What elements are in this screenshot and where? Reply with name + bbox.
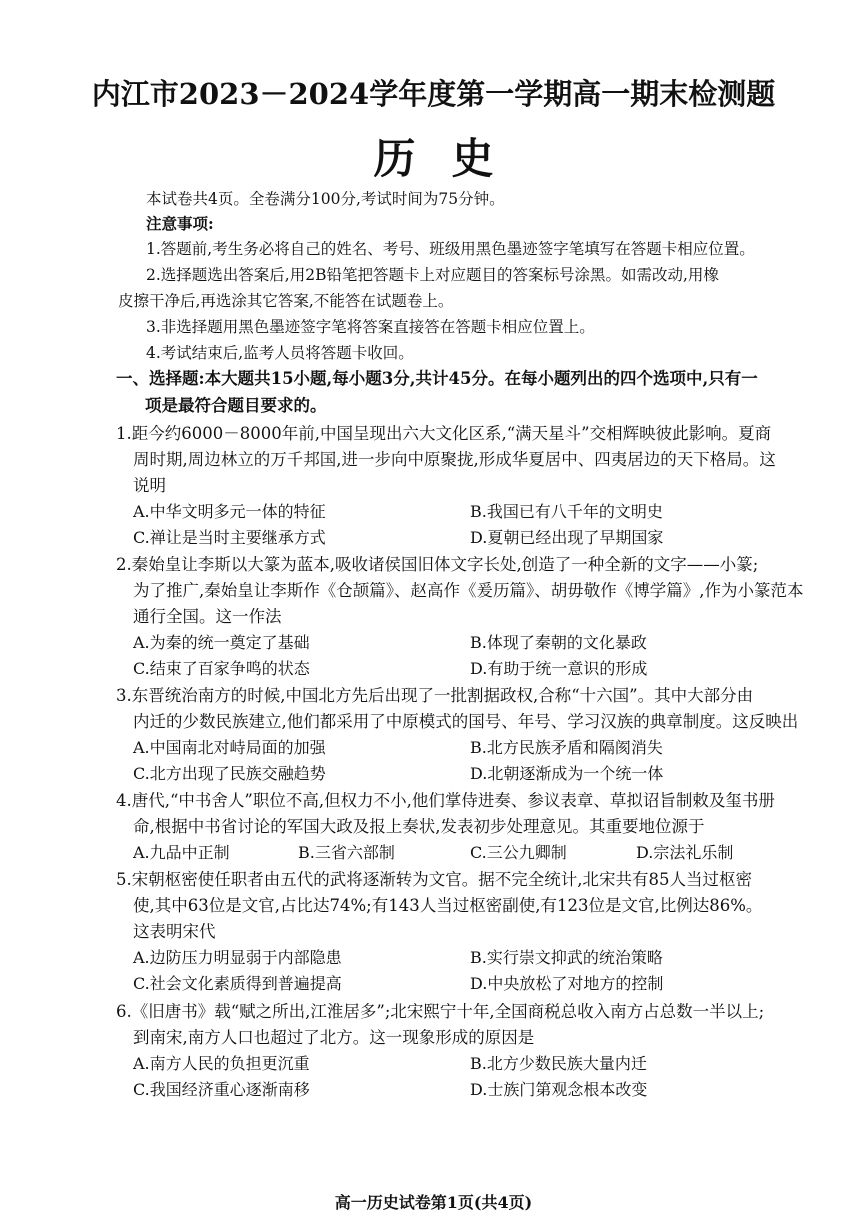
question-4-option-b: B.三省六部制 [298,843,395,862]
question-4-line: 4.唐代,“中书舍人”职位不高,但权力不小,他们掌侍进奏、参议表章、草拟诏旨制敕及玺书册 [116,791,775,810]
intro-text: 本试卷共4页。全卷满分100分,考试时间为75分钟。 [146,190,505,208]
question-2-option-b: B.体现了秦朝的文化暴政 [470,633,647,652]
question-2-line: 通行全国。这一作法 [133,607,282,626]
question-3-line: 内迁的少数民族建立,他们都采用了中原模式的国号、年号、学习汉族的典章制度。这反映出 [133,712,799,731]
question-1-option-d: D.夏朝已经出现了早期国家 [470,528,664,547]
question-5-line: 5.宋朝枢密使任职者由五代的武将逐渐转为文官。据不完全统计,北宋共有85人当过枢密 [116,870,752,889]
question-4-option-a: A.九品中正制 [133,843,230,862]
question-6-option-c: C.我国经济重心逐渐南移 [133,1080,310,1099]
page-footer: 高一历史试卷第1页(共4页) [334,1193,533,1212]
notice-item: 2.选择题选出答案后,用2B铅笔把答题卡上对应题目的答案标号涂黑。如需改动,用橡 [146,266,719,284]
question-5-option-d: D.中央放松了对地方的控制 [470,974,664,993]
question-1-option-b: B.我国已有八千年的文明史 [470,502,663,521]
section-heading-cont: 项是最符合题目要求的。 [145,396,327,415]
question-5-option-b: B.实行崇文抑武的统治策略 [470,948,663,967]
question-6-line: 6.《旧唐书》载“赋之所出,江淮居多”;北宋熙宁十年,全国商税总收入南方占总数一半以上; [116,1002,765,1021]
notice-item: 1.答题前,考生务必将自己的姓名、考号、班级用黑色墨迹签字笔填写在答题卡相应位置。 [146,240,755,258]
question-2-option-d: D.有助于统一意识的形成 [470,659,648,678]
question-1-option-a: A.中华文明多元一体的特征 [133,502,326,521]
notice-item: 皮擦干净后,再选涂其它答案,不能答在试题卷上。 [118,292,454,310]
notice-item: 4.考试结束后,监考人员将答题卡收回。 [146,344,414,362]
exam-title: 内江市2023－2024学年度第一学期高一期末检测题 [91,77,776,111]
question-4-line: 命,根据中书省讨论的军国大政及报上奏状,发表初步处理意见。其重要地位源于 [133,817,705,836]
subject-title: 历史 [373,134,530,183]
question-1-option-c: C.禅让是当时主要继承方式 [133,528,326,547]
question-6-line: 到南宋,南方人口也超过了北方。这一现象形成的原因是 [133,1028,535,1047]
notice-title: 注意事项: [146,214,214,233]
question-1-line: 说明 [133,476,166,495]
question-6-option-d: D.士族门第观念根本改变 [470,1080,648,1099]
question-5-line: 这表明宋代 [133,922,216,941]
question-3-line: 3.东晋统治南方的时候,中国北方先后出现了一批割据政权,合称“十六国”。其中大部分由 [116,686,754,705]
question-3-option-a: A.中国南北对峙局面的加强 [133,738,326,757]
question-5-option-a: A.边防压力明显弱于内部隐患 [133,948,342,967]
question-3-option-c: C.北方出现了民族交融趋势 [133,764,326,783]
question-2-line: 2.秦始皇让李斯以大篆为蓝本,吸收诸侯国旧体文字长处,创造了一种全新的文字——小篆; [116,555,759,574]
question-2-line: 为了推广,秦始皇让李斯作《仓颉篇》、赵高作《爰历篇》、胡毋敬作《博学篇》,作为小篆范本 [133,581,804,600]
question-5-line: 使,其中63位是文官,占比达74%;有143人当过枢密副使,有123位是文官,比例达86%。 [133,896,763,915]
section-heading: 一、选择题:本大题共15小题,每小题3分,共计45分。在每小题列出的四个选项中,只有一 [116,369,758,388]
question-6-option-b: B.北方少数民族大量内迁 [470,1054,647,1073]
question-2-option-c: C.结束了百家争鸣的状态 [133,659,310,678]
question-1-line: 1.距今约6000－8000年前,中国呈现出六大文化区系,“满天星斗”交相辉映彼此影响。夏商 [116,424,772,443]
question-3-option-d: D.北朝逐渐成为一个统一体 [470,764,664,783]
question-1-line: 周时期,周边林立的万千邦国,进一步向中原聚拢,形成华夏居中、四夷居边的天下格局。这 [133,450,776,469]
question-4-option-c: C.三公九卿制 [470,843,567,862]
question-6-option-a: A.南方人民的负担更沉重 [133,1054,310,1073]
question-4-option-d: D.宗法礼乐制 [636,843,734,862]
notice-item: 3.非选择题用黑色墨迹签字笔将答案直接答在答题卡相应位置上。 [146,318,595,336]
question-5-option-c: C.社会文化素质得到普遍提高 [133,974,342,993]
question-2-option-a: A.为秦的统一奠定了基础 [133,633,310,652]
question-3-option-b: B.北方民族矛盾和隔阂消失 [470,738,663,757]
